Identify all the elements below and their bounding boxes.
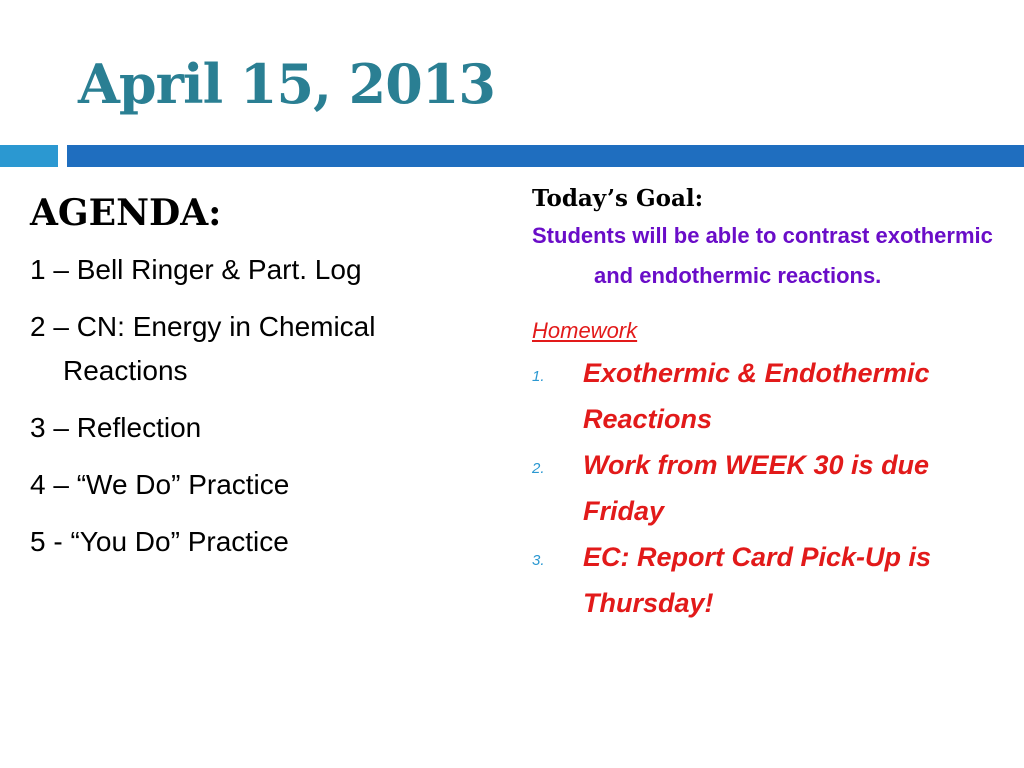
homework-item-text: Exothermic & Endothermic Reactions	[583, 358, 930, 434]
homework-heading: Homework	[532, 318, 638, 343]
agenda-item: 5 - “You Do” Practice	[30, 526, 289, 557]
accent-bar-long	[67, 145, 1024, 167]
agenda-item: 3 – Reflection	[30, 412, 202, 443]
homework-item-text: Work from WEEK 30 is due Friday	[583, 450, 930, 526]
agenda-section	[30, 192, 500, 577]
goal-heading: Today’s Goal:	[532, 185, 704, 212]
list-number: 3.	[532, 552, 545, 569]
agenda-heading: AGENDA:	[30, 192, 222, 234]
homework-item	[532, 442, 1012, 534]
slide-title: April 15, 2013	[78, 52, 495, 116]
goal-text: Students will be able to contrast exothermic and endothermic reactions.	[532, 223, 993, 288]
list-number: 1.	[532, 368, 545, 385]
homework-item	[532, 534, 1012, 626]
agenda-item: 1 – Bell Ringer & Part. Log	[30, 254, 362, 285]
list-number: 2.	[532, 460, 545, 477]
agenda-item: 2 – CN: Energy in Chemical Reactions	[30, 311, 376, 386]
agenda-item: 4 – “We Do” Practice	[30, 469, 290, 500]
homework-item-text: EC: Report Card Pick-Up is Thursday!	[583, 542, 932, 618]
goal-homework-section	[532, 180, 1012, 626]
accent-bar-small	[0, 145, 58, 167]
homework-item	[532, 350, 1012, 442]
homework-list	[532, 350, 1012, 626]
